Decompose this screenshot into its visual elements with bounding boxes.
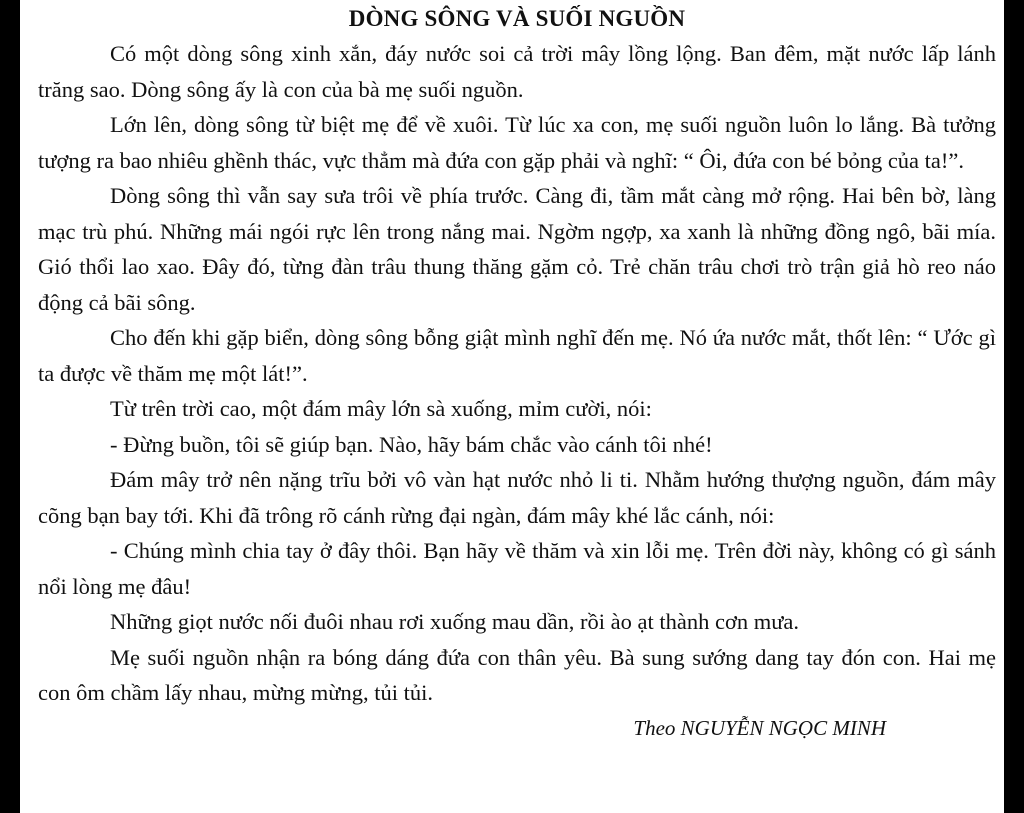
document-sheet (20, 0, 1004, 813)
paragraph-5: Từ trên trời cao, một đám mây lớn sà xuống, mỉm cười, nói: (110, 396, 652, 421)
paragraph-1: Có một dòng sông xinh xắn, đáy nước soi cả trời mây lồng lộng. Ban đêm, mặt nước lấp lánh trăng sao. Dòng sông ấy là con của bà mẹ suối nguồn. (38, 41, 996, 102)
paragraph-10: Mẹ suối nguồn nhận ra bóng dáng đứa con thân yêu. Bà sung sướng dang tay đón con. Hai mẹ con ôm chầm lấy nhau, mừng mừng, tủi tủi. (38, 644, 996, 705)
paragraph-8: - Chúng mình chia tay ở đây thôi. Bạn hãy về thăm và xin lỗi mẹ. Trên đời này, không có gì sánh nổi lòng mẹ đâu! (38, 538, 996, 599)
paragraph-7: Đám mây trở nên nặng trĩu bởi vô vàn hạt nước nhỏ li ti. Nhằm hướng thượng nguồn, đám mây cõng bạn bay tới. Khi đã trông rõ cánh rừng đại ngàn, đám mây khé lắc cánh, nói: (38, 467, 996, 528)
paragraph-6: - Đừng buồn, tôi sẽ giúp bạn. Nào, hãy bám chắc vào cánh tôi nhé! (110, 431, 713, 457)
paragraph-3: Dòng sông thì vẫn say sưa trôi về phía trước. Càng đi, tầm mắt càng mở rộng. Hai bên bờ, làng mạc trù phú. Những mái ngói rực lên trong nắng mai. Ngờm ngợp, xa xanh là những đồng ngô, bãi mía. Gió thổi lao xao. Đây đó, từng đàn trâu thung thăng gặm cỏ. Trẻ chăn trâu chơi trò trận giả hò reo náo động cả bãi sông. (38, 183, 996, 315)
document-title: DÒNG SÔNG VÀ SUỐI NGUỒN (348, 6, 686, 31)
paragraph-4: Cho đến khi gặp biển, dòng sông bỗng giật mình nghĩ đến mẹ. Nó ứa nước mắt, thốt lên: “ Ước gì ta được về thăm mẹ một lát!”. (38, 325, 996, 386)
paragraph-9: Những giọt nước nối đuôi nhau rơi xuống mau dần, rồi ào ạt thành cơn mưa. (110, 609, 800, 634)
paragraph-2: Lớn lên, dòng sông từ biệt mẹ để về xuôi. Từ lúc xa con, mẹ suối nguồn luôn lo lắng. Bà tưởng tượng ra bao nhiêu ghềnh thác, vực thẳm mà đứa con gặp phải và nghĩ: “ Ôi, đứa con bé bỏng của ta!”. (38, 112, 996, 173)
author-byline: Theo NGUYỄN NGỌC MINH (633, 715, 886, 740)
